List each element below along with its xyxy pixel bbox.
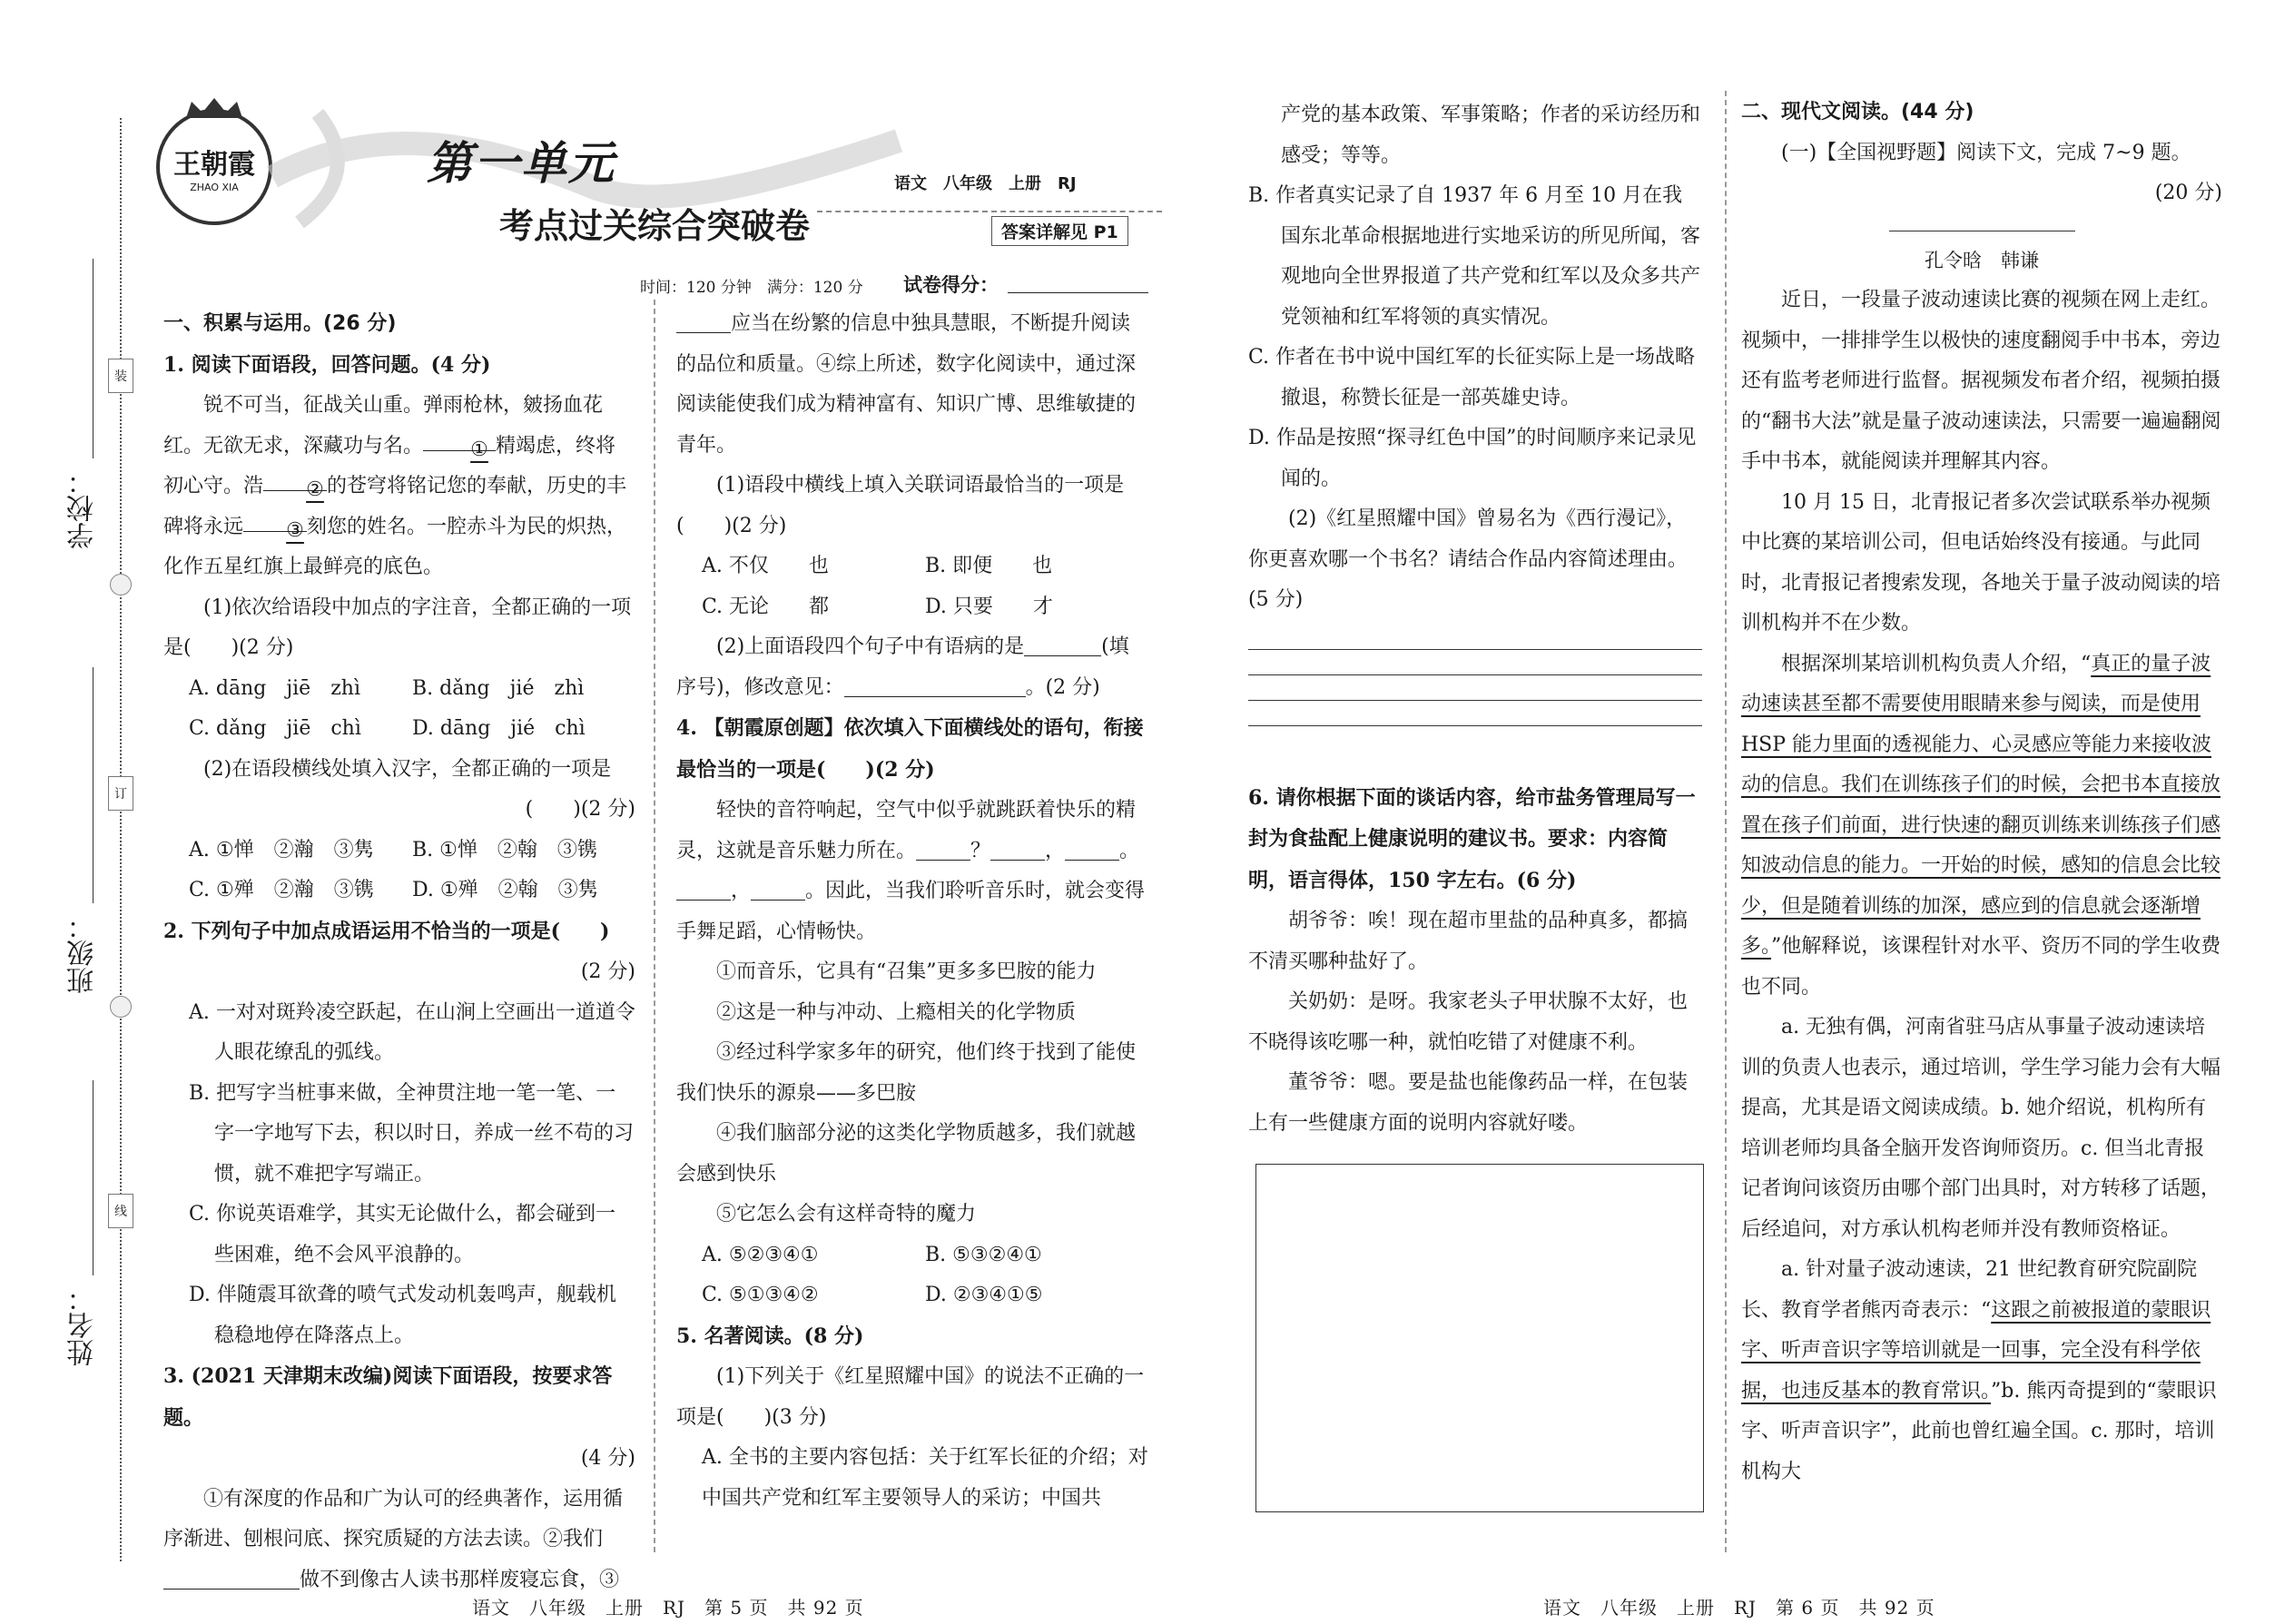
answer-box-6[interactable] (1255, 1164, 1704, 1512)
question-1 (163, 345, 635, 387)
article-para-3 (1741, 645, 2222, 1009)
question-3-2-c: 。(2 分) (1025, 675, 1100, 699)
question-5 (676, 1316, 1148, 1358)
question-3-2 (676, 627, 1148, 708)
option-b[interactable]: B. ⑤③②④① (925, 1243, 1042, 1266)
score-label: 试卷得分： (903, 274, 999, 296)
blank-1[interactable]: ① (423, 430, 496, 451)
article-para-1: 近日，一段量子波动速读比赛的视频在网上走红。视频中，一排排学生以极快的速度翻阅手中书本，旁边还有监考老师进行监督。据视频发布者介绍，视频拍摄的“翻书大法”就是量子波动速读法，只需要一遍遍翻阅手中书本，就能阅读并理解其内容。 (1741, 289, 2221, 473)
blank-11[interactable] (676, 880, 731, 901)
question-5-stem: 5. 名著阅读。(8 分) (676, 1324, 864, 1348)
option-d[interactable]: D. 作品是按照“探寻红色中国”的时间顺序来记录见闻的。 (1248, 427, 1697, 490)
question-3-2-b: (填序号)，修改意见： (676, 635, 1129, 699)
class-field[interactable] (93, 667, 94, 903)
question-1-2: (2)在语段横线处填入汉字，全都正确的一项是 (203, 757, 612, 781)
option-b[interactable]: B. dǎng jié zhì (412, 676, 585, 700)
option-a[interactable]: A. 一对对斑羚凌空跃起，在山涧上空画出一道道令人眼花缭乱的弧线。 (189, 1000, 635, 1064)
blank-9[interactable] (990, 840, 1045, 861)
dialogue-1: 胡爷爷：唉！现在超市里盐的品种真多，都搞不清买哪种盐好了。 (1248, 910, 1689, 973)
question-1-2-options (163, 831, 635, 911)
question-4-stem: 4. 【朝霞原创题】依次填入下面横线处的语句，衔接最恰当的一项是( )(2 分) (676, 716, 1144, 782)
article-para-3-a: 根据深圳某培训机构负责人介绍，“ (1781, 652, 2092, 675)
seal-xian: 线 (108, 1194, 133, 1228)
question-3-stem: 3. (2021 天津期末改编)阅读下面语段，按要求答题。 (163, 1364, 613, 1430)
score-field[interactable] (1008, 292, 1148, 293)
underlined-quote-1: 真正的量子波动速读甚至都不需要使用眼睛来参与阅读，而是使用 HSP 能力里面的透视能力、心灵感应等能力来接收波动的信息。我们在训练孩子们的时候，会把书本直接放置在孩子们前面，进行快速的翻页训练来训练孩子们感知波动信息的能力。一开始的时候，感知的信息会比较少，但是随着训练的加深，感应到的信息就会逐渐增多。 (1741, 652, 2221, 958)
question-6 (1248, 778, 1702, 902)
school-field[interactable] (93, 259, 94, 458)
name-field[interactable] (93, 1080, 94, 1275)
brand-sub: ZHAO XIA (190, 181, 239, 193)
option-d[interactable]: D. dāng jié chì (412, 717, 586, 740)
question-4-options (676, 1235, 1148, 1316)
reading-1-instruction: (一)【全国视野题】阅读下文，完成 7~9 题。 (1781, 141, 2191, 164)
option-c[interactable]: C. 作者在书中说中国红军的长征实际上是一场战略撤退，称赞长征是一部英雄史诗。 (1248, 346, 1696, 409)
question-2-score: (2 分) (580, 960, 635, 983)
question-1-1: (1)依次给语段中加点的字注音，全都正确的一项是( )(2 分) (163, 595, 632, 659)
passage-1-c: 的苍穹将铭记您的奉献，历史的丰碑将永远 (163, 475, 627, 538)
option-a[interactable]: A. ①惮 ②瀚 ③隽 (189, 838, 374, 861)
question-1-2-score: ( )(2 分) (525, 798, 635, 821)
option-b[interactable]: B. 即便 也 (925, 555, 1053, 577)
sentence-1: ①而音乐，它具有“召集”更多多巴胺的能力 (716, 960, 1097, 983)
passage-1-b: 精竭虑，终将初心守。浩 (163, 434, 616, 497)
brand-name: 王朝霞 (173, 148, 255, 181)
class-label: 班级： (67, 912, 99, 994)
seal-ding: 订 (108, 776, 133, 811)
time-score-info: 时间：120 分钟 满分：120 分 (640, 279, 863, 297)
crown-icon (182, 96, 246, 120)
blank-8[interactable] (916, 840, 970, 861)
answer-ref-box: 答案详解见 P1 (991, 216, 1128, 246)
option-c[interactable]: C. ⑤①③④② (702, 1284, 819, 1306)
seal-zhuang: 装 (108, 359, 133, 393)
article-para-4: a. 无独有偶，河南省驻马店从事量子波动速读培训的负责人也表示，通过培训，学生学习能力会有大幅提高，尤其是语文阅读成绩。b. 她介绍说，机构所有培训老师均具备全脑开发咨询师资历。c. 但当北青报记者询问该资历由哪个部门出具时，对方转移了话题，后经追问，对方承认机构老师并没有教师资格证。 (1741, 1016, 2221, 1241)
column-divider (1725, 91, 1727, 1552)
option-a[interactable]: A. ⑤②③④① (702, 1243, 819, 1266)
blank-12[interactable] (751, 880, 805, 901)
sentence-2: ②这是一种与冲动、上瘾相关的化学物质 (716, 1000, 1077, 1024)
passage-1-d: 刻您的姓名。一腔赤斗为民的炽热，化作五星红旗上最鲜亮的底色。 (163, 515, 627, 578)
passage-3-c: 应当在纷繁的信息中独具慧眼，不断提升阅读的品位和质量。④综上所述，数字化阅读中，通过深阅读能使我们成为精神富有、知识广博、思维敏捷的青年。 (676, 312, 1137, 457)
sentence-4: ④我们脑部分泌的这类化学物质越多，我们就越会感到快乐 (676, 1122, 1137, 1186)
article-para-2: 10 月 15 日，北青报记者多次尝试联系举办视频中比赛的某培训公司，但电话始终没有接通。与此同时，北青报记者搜索发现，各地关于量子波动阅读的培训机构并不在少数。 (1741, 490, 2221, 635)
blank-2[interactable]: ② (263, 470, 327, 491)
blank-10[interactable] (1065, 840, 1119, 861)
question-1-stem: 1. 阅读下面语段，回答问题。(4 分) (163, 352, 491, 377)
answer-line[interactable] (1248, 649, 1702, 650)
page-footer-left: 语文 八年级 上册 RJ 第 5 页 共 92 页 (472, 1597, 864, 1619)
column-3 (1248, 95, 1702, 1144)
binding-hole-icon (110, 996, 132, 1018)
question-6-stem: 6. 请你根据下面的谈话内容，给市盐务管理局写一封为食盐配上健康说明的建议书。要求：内容简明，语言得体，150 字左右。(6 分) (1248, 785, 1696, 892)
column-2 (676, 304, 1148, 1519)
blank-3[interactable]: ③ (243, 511, 307, 532)
question-3-score: (4 分) (580, 1447, 635, 1470)
question-5-1: (1)下列关于《红星照耀中国》的说法不正确的一项是( )(3 分) (676, 1365, 1145, 1429)
section-2-title: 二、现代文阅读。(44 分) (1741, 101, 1974, 123)
passage-3 (163, 1480, 635, 1601)
question-5-2: (2)《红星照耀中国》曾易名为《西行漫记》，你更喜欢哪一个书名？请结合作品内容简述理由。(5 分) (1248, 507, 1689, 611)
page-footer-right: 语文 八年级 上册 RJ 第 6 页 共 92 页 (1543, 1597, 1935, 1619)
option-d[interactable]: D. ①殚 ②翰 ③隽 (412, 879, 598, 901)
column-1 (163, 304, 635, 1600)
question-1-1-options (163, 669, 635, 750)
reading-1-score: (20 分) (2154, 182, 2222, 204)
article-para-5-b: ”b. 熊丙奇提到的“蒙眼识字、听声音识字”，此前也曾红遍全国。c. 那时，培训机构大 (1741, 1379, 2217, 1483)
column-divider (654, 300, 655, 1552)
option-c[interactable]: C. ①殚 ②瀚 ③镌 (189, 879, 374, 901)
dialogue-3: 董爷爷：嗯。要是盐也能像药品一样，在包装上有一些健康方面的说明内容就好喽。 (1248, 1071, 1689, 1135)
option-c[interactable]: C. 你说英语难学，其实无论做什么，都会碰到一些困难，绝不会风平浪静的。 (189, 1203, 616, 1266)
underlined-quote-2: 这跟之前被报道的蒙眼识字、听声音识字等培训就是一回事，完全没有科学依据，也违反基本的教育常识。 (1741, 1298, 2211, 1403)
header-dashed-line (817, 211, 1162, 212)
passage-3-cont (676, 304, 1148, 466)
passage-4-b: 。因此，当我们聆听音乐时，就会变得手舞足蹈，心情畅快。 (676, 880, 1146, 943)
passage-3-b: 做不到像古人读书那样废寝忘食，③ (300, 1568, 620, 1591)
blank-7[interactable] (844, 676, 1026, 697)
sentence-3: ③经过科学家多年的研究，他们终于找到了能使我们快乐的源泉——多巴胺 (676, 1041, 1137, 1105)
article-author: 孔令晗 韩谦 (1925, 249, 2039, 271)
question-2-stem: 2. 下列句子中加点成语运用不恰当的一项是( ) (163, 919, 610, 943)
article-para-5 (1741, 1250, 2222, 1492)
question-3 (163, 1356, 635, 1439)
subject-meta: 语文 八年级 上册 RJ (894, 174, 1077, 193)
question-3-2-a: (2)上面语段四个句子中有语病的是 (716, 635, 1025, 658)
passage-4-a: 轻快的音符响起，空气中似乎就跳跃着快乐的精灵，这就是音乐魅力所在。 (676, 799, 1137, 862)
passage-3-a: ①有深度的作品和广为认可的经典著作，运用循序渐进、刨根问底、探究质疑的方法去读。②我们 (163, 1487, 624, 1550)
question-3-1: (1)语段中横线上填入关联词语最恰当的一项是( )(2 分) (676, 474, 1125, 537)
sentence-5: ⑤它怎么会有这样奇特的魔力 (716, 1203, 977, 1225)
passage-4: 轻快的音符响起，空气中似乎就跳跃着快乐的精灵，这就是音乐魅力所在。 ？ ， 。， 。因此，当我们聆听音乐时，就会变得手舞足蹈，心情畅快。 (676, 799, 1146, 943)
name-label: 姓名： (67, 1284, 99, 1366)
option-a[interactable]: A. 全书的主要内容包括：关于红军长征的介绍；对中国共产党和红军主要领导人的采访；中国共 (702, 1446, 1148, 1510)
option-b[interactable]: B. 把写字当桩事来做，全神贯注地一笔一笔、一字一字地写下去，积以时日，养成一丝不苟的习惯，就不难把字写端正。 (189, 1081, 635, 1186)
option-d[interactable]: D. 伴随震耳欲聋的喷气式发动机轰鸣声，舰载机稳稳地停在降落点上。 (189, 1284, 616, 1347)
option-b[interactable]: B. 作者真实记录了自 1937 年 6 月至 10 月在我国东北革命根据地进行实地采访的所见所闻，客观地向全世界报道了共产党和红军以及众多共产党领袖和红军将领的真实情况。 (1248, 184, 1701, 329)
article-para-3-b: ”他解释说，该课程针对水平、资历不同的学生收费也不同。 (1741, 935, 2221, 999)
binding-hole-icon (110, 574, 132, 595)
option-d[interactable]: D. ②③④①⑤ (925, 1284, 1043, 1306)
blank-4[interactable] (163, 1569, 300, 1590)
option-c[interactable]: C. dǎng jiē chì (189, 717, 361, 740)
option-b[interactable]: B. ①惮 ②翰 ③镌 (412, 838, 597, 861)
option-d[interactable]: D. 只要 才 (925, 595, 1053, 618)
dialogue-2: 关奶奶：是呀。我家老头子甲状腺不太好，也不晓得该吃哪一种，就怕吃错了对健康不利。 (1248, 990, 1689, 1054)
column-4 (1741, 93, 2222, 1492)
option-c[interactable]: C. 无论 都 (702, 595, 830, 618)
brand-logo (156, 109, 272, 225)
article-para-5-a: a. 针对量子波动速读，21 世纪教育研究院副院长、教育学者熊丙奇表示：“ (1741, 1258, 2198, 1322)
section-1-title: 一、积累与运用。(26 分) (163, 312, 397, 335)
question-2-options (189, 993, 635, 1357)
school-label: 学校： (67, 468, 99, 549)
blank-6[interactable] (1024, 635, 1101, 656)
question-3-1-options (676, 546, 1148, 627)
answer-line[interactable] (1248, 725, 1702, 726)
blank-5[interactable] (676, 312, 731, 333)
passage-1 (163, 386, 635, 588)
question-4 (676, 708, 1148, 791)
answer-line[interactable] (1248, 700, 1702, 701)
question-2 (163, 911, 635, 953)
unit-title: 第一单元 (427, 137, 615, 190)
answer-lines-5-2[interactable] (1248, 621, 1702, 762)
answer-line[interactable] (1248, 674, 1702, 675)
option-a[interactable]: A. 不仅 也 (702, 555, 829, 577)
paper-title: 考点过关综合突破卷 (499, 206, 811, 246)
passage-1-a: 锐不可当，征战关山重。弹雨枪林，皴扬血花红。无欲无求，深藏功与名。 (163, 394, 604, 458)
binding-dotted-line (120, 118, 122, 1561)
option-a-cont: 产党的基本政策、军事策略；作者的采访经历和感受；等等。 (1281, 103, 1701, 167)
option-a[interactable]: A. dāng jiē zhì (189, 676, 360, 700)
